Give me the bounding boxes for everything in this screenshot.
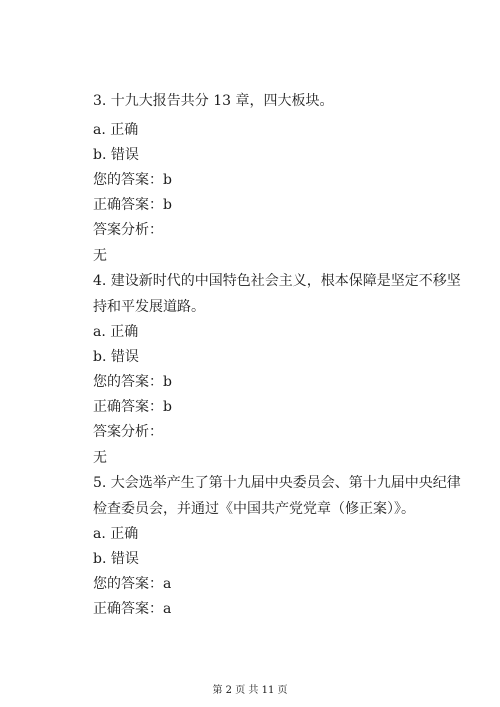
question-5-stem-line-2: 检查委员会，并通过《中国共产党党章（修正案）》。 — [93, 501, 415, 517]
question-3-correct-answer: 正确答案：b — [93, 197, 172, 213]
page-footer: 第 2 页 共 11 页 — [212, 685, 288, 696]
question-4-option-a: a. 正确 — [93, 324, 139, 340]
question-5-correct-answer: 正确答案：a — [93, 601, 172, 617]
question-5-your-answer: 您的答案：a — [93, 576, 172, 592]
question-5-stem-line-1: 5. 大会选举产生了第十九届中央委员会、第十九届中央纪律 — [93, 475, 461, 491]
question-4-your-answer: 您的答案：b — [93, 374, 172, 390]
question-3-stem: 3. 十九大报告共分 13 章，四大板块。 — [93, 93, 334, 109]
question-4-option-b: b. 错误 — [93, 349, 139, 365]
question-3-your-answer: 您的答案：b — [93, 172, 172, 188]
question-3-option-b: b. 错误 — [93, 147, 139, 163]
question-3-analysis: 无 — [93, 248, 107, 264]
question-4-analysis-label: 答案分析： — [93, 424, 163, 440]
question-3-analysis-label: 答案分析： — [93, 222, 163, 238]
question-4-stem-line-1: 4. 建设新时代的中国特色社会主义，根本保障是坚定不移坚 — [93, 273, 461, 289]
question-4-correct-answer: 正确答案：b — [93, 399, 172, 415]
question-3-option-a: a. 正确 — [93, 122, 139, 138]
question-5-option-b: b. 错误 — [93, 551, 139, 567]
question-5-option-a: a. 正确 — [93, 526, 139, 542]
question-4-analysis: 无 — [93, 450, 107, 466]
question-4-stem-line-2: 持和平发展道路。 — [93, 299, 205, 315]
